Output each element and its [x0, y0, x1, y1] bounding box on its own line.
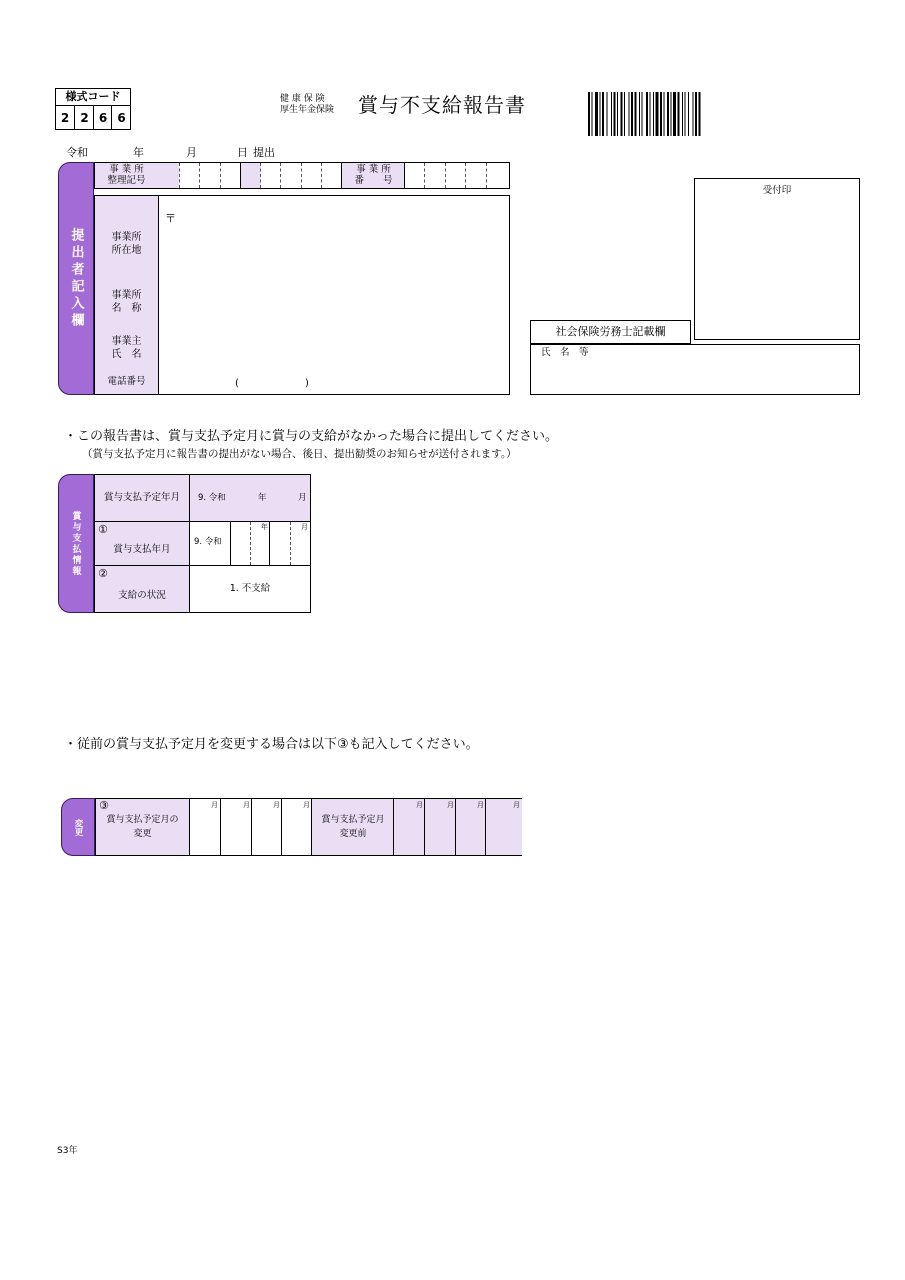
- change-new-month-cell[interactable]: [190, 799, 220, 855]
- office-number-label: 事 業 所 番 号: [341, 163, 405, 188]
- change-new-month-cell[interactable]: [281, 799, 312, 855]
- change-notice: ・従前の賞与支払予定月を変更する場合は以下③も記入してください。: [64, 737, 479, 752]
- office-ref-cell[interactable]: [199, 163, 221, 188]
- change-new-month-cell[interactable]: [220, 799, 252, 855]
- phone-paren-close: ): [305, 378, 309, 389]
- office-ref-cell[interactable]: [179, 163, 200, 188]
- form-code-digit: 6: [111, 106, 131, 129]
- office-number-cell[interactable]: [486, 163, 510, 188]
- office-number-cell[interactable]: [424, 163, 446, 188]
- change-new-label: 賞与支払予定月の 変更: [106, 815, 179, 840]
- form-code-digit: 6: [93, 106, 112, 129]
- status-num: ②: [98, 567, 108, 580]
- office-address-label: 事業所 所在地: [111, 232, 142, 256]
- form-code-digit: 2: [60, 110, 70, 125]
- scheduled-month: 月: [298, 493, 307, 503]
- owner-name-label: 事業主 氏 名: [111, 336, 142, 360]
- scheduled-month-field[interactable]: [190, 475, 310, 522]
- footer-code: S3年: [57, 1146, 78, 1156]
- bonus-info-table: [94, 474, 311, 613]
- sharoushi-field[interactable]: [530, 344, 860, 395]
- bonus-info-side-label: 賞与支払情報: [58, 474, 94, 613]
- barcode-icon: [588, 92, 782, 136]
- change-old-month-cell[interactable]: [393, 799, 425, 855]
- month-mark: 月: [513, 801, 520, 809]
- change-side-label: 変更: [61, 798, 95, 856]
- office-number-cell[interactable]: [465, 163, 487, 188]
- month-mark: 月: [416, 801, 423, 809]
- office-ref-cell[interactable]: [220, 163, 241, 188]
- office-ref-cell[interactable]: [240, 163, 261, 188]
- paid-month: 月: [301, 523, 308, 531]
- paid-num: ①: [98, 523, 108, 536]
- month-mark: 月: [477, 801, 484, 809]
- page-title: 賞与不支給報告書: [358, 93, 526, 117]
- paid-month-label-cell: [95, 522, 190, 566]
- office-number-cell[interactable]: [404, 163, 425, 188]
- paid-month-label: 賞与支払年月: [113, 544, 171, 555]
- date-submit-label: 提出: [253, 146, 275, 159]
- scheduled-year: 年: [258, 493, 267, 503]
- status-label: 支給の状況: [118, 590, 166, 601]
- change-new-label-cell: [96, 799, 190, 855]
- change-new-month-cell[interactable]: [251, 799, 282, 855]
- postal-mark: 〒: [165, 212, 176, 225]
- change-old-label: 賞与支払予定月 変更前: [321, 815, 385, 840]
- scheduled-month-label: 賞与支払予定年月: [95, 475, 190, 522]
- notice-line1: ・この報告書は、賞与支払予定月に賞与の支給がなかった場合に提出してください。: [64, 429, 559, 444]
- date-day-label: 日: [237, 146, 248, 159]
- submitter-side-label: 提出者記入欄: [58, 162, 94, 395]
- scheduled-era: 9. 令和: [198, 493, 226, 503]
- status-value[interactable]: 1. 不支給: [229, 583, 271, 595]
- office-ref-cell[interactable]: [280, 163, 302, 188]
- form-code-box: [55, 88, 131, 130]
- phone-field[interactable]: [159, 372, 509, 394]
- insurance-type-line1: 健 康 保 険: [280, 94, 325, 104]
- change-old-month-cell[interactable]: [455, 799, 486, 855]
- month-mark: 月: [303, 801, 310, 809]
- sharoushi-name-label: 氏 名 等: [541, 347, 589, 358]
- paid-month-cell[interactable]: [269, 522, 291, 565]
- form-code-label: 様式コード: [56, 89, 130, 106]
- month-mark: 月: [273, 801, 280, 809]
- paid-year: 年: [261, 523, 268, 531]
- notice-line2: （賞与支払予定月に報告書の提出がない場合、後日、提出勧奨のお知らせが送付されます。）: [82, 448, 517, 460]
- phone-label: 電話番号: [107, 376, 146, 387]
- month-mark: 月: [211, 801, 218, 809]
- office-name-label: 事業所 名 称: [111, 290, 142, 314]
- date-era: 令和: [66, 146, 88, 159]
- change-old-label-cell: [311, 799, 394, 855]
- owner-name-field[interactable]: [159, 330, 509, 370]
- office-detail-block: [94, 195, 510, 395]
- status-label-cell: [95, 566, 190, 612]
- month-mark: 月: [243, 801, 250, 809]
- receipt-stamp-box: [694, 178, 860, 340]
- office-ref-cell[interactable]: [321, 163, 342, 188]
- paid-month-field[interactable]: [190, 522, 310, 566]
- office-name-field[interactable]: [159, 278, 509, 328]
- sharoushi-title: 社会保険労務士記載欄: [530, 320, 691, 344]
- form-code-digit: 2: [74, 106, 94, 129]
- phone-paren-open: (: [235, 378, 239, 389]
- change-table: [95, 798, 522, 856]
- change-old-month-cell[interactable]: [424, 799, 456, 855]
- paid-year-cell[interactable]: [230, 522, 251, 565]
- office-ref-cell[interactable]: [158, 163, 179, 188]
- receipt-stamp-label: 受付印: [762, 185, 792, 196]
- office-ref-label: 事 業 所 整理記号: [95, 163, 159, 188]
- month-mark: 月: [447, 801, 454, 809]
- insurance-type-line2: 厚生年金保険: [280, 105, 335, 115]
- office-ref-row: [94, 162, 510, 189]
- office-ref-cell[interactable]: [260, 163, 281, 188]
- office-address-field[interactable]: [159, 196, 509, 276]
- date-month-label: 月: [186, 146, 197, 159]
- change-old-month-cell[interactable]: [485, 799, 522, 855]
- paid-era: 9. 令和: [194, 537, 222, 547]
- office-ref-cell[interactable]: [301, 163, 322, 188]
- office-number-cell[interactable]: [445, 163, 466, 188]
- change-num: ③: [99, 799, 109, 812]
- date-year-label: 年: [133, 146, 144, 159]
